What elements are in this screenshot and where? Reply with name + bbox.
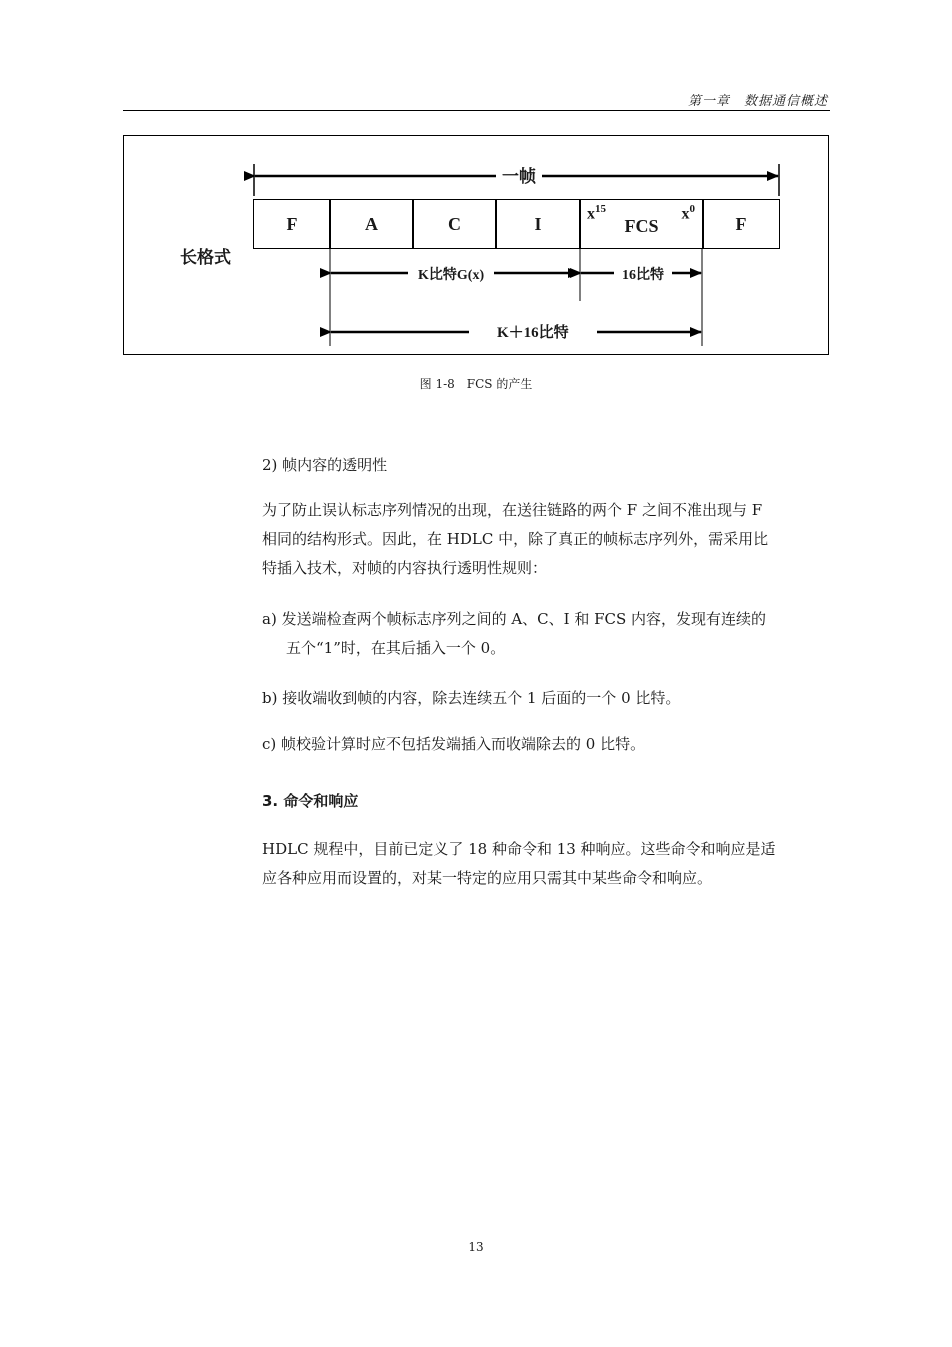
list-item-a-line-2: 五个“1”时，在其后插入一个 0。 [286, 639, 506, 657]
field-f-end: F [702, 199, 780, 249]
16-bits-label: 16比特 [614, 264, 672, 284]
field-fcs [579, 199, 704, 249]
list-item-b: b) 接收端收到帧的内容，除去连续五个 1 后面的一个 0 比特。 [262, 689, 681, 707]
list-item-a-line-1: a) 发送端检查两个帧标志序列之间的 A、C、I 和 FCS 内容，发现有连续的 [262, 610, 767, 628]
field-i: I [495, 199, 581, 249]
paragraph-2 [262, 835, 828, 893]
field-f-start: F [253, 199, 331, 249]
paragraph-2-line-2: 应各种应用而设置的，对某一特定的应用只需其中某些命令和响应。 [262, 869, 713, 887]
k16-bits-label: K＋16比特 [469, 321, 597, 342]
paragraph-1 [262, 496, 828, 583]
paragraph-1-line-1: 为了防止误认标志序列情况的出现，在送往链路的两个 F 之间不准出现与 F [262, 501, 763, 519]
fcs-label: FCS [624, 215, 659, 236]
figure-caption: 图 1-8 FCS 的产生 [419, 377, 533, 391]
list-item-c: c) 帧校验计算时应不包括发端插入而收端除去的 0 比特。 [262, 735, 646, 753]
subheading-transparency: 2) 帧内容的透明性 [262, 456, 388, 474]
field-a: A [329, 199, 414, 249]
k-bits-label: K比特G(x) [408, 264, 494, 284]
list-item-a [262, 605, 828, 663]
fcs-x15: $x^{15}$ [587, 203, 606, 223]
section-heading-commands: 3. 命令和响应 [262, 792, 359, 810]
paragraph-1-line-3: 特插入技术，对帧的内容执行透明性规则： [262, 559, 548, 577]
field-c: C [412, 199, 497, 249]
frame-label: 一帧 [496, 162, 542, 187]
paragraph-1-line-2: 相同的结构形式。因此，在 HDLC 中，除了真正的帧标志序列外，需采用比 [262, 530, 769, 548]
fcs-figure [123, 135, 829, 355]
header-rule [123, 110, 830, 111]
long-format-label: 长格式 [180, 248, 231, 268]
page-number: 13 [468, 1240, 484, 1254]
fcs-x0: $x^0$ [681, 203, 695, 223]
running-head: 第一章 数据通信概述 [687, 94, 828, 109]
paragraph-2-line-1: HDLC 规程中，目前已定义了 18 种命令和 13 种响应。这些命令和响应是适 [262, 840, 776, 858]
